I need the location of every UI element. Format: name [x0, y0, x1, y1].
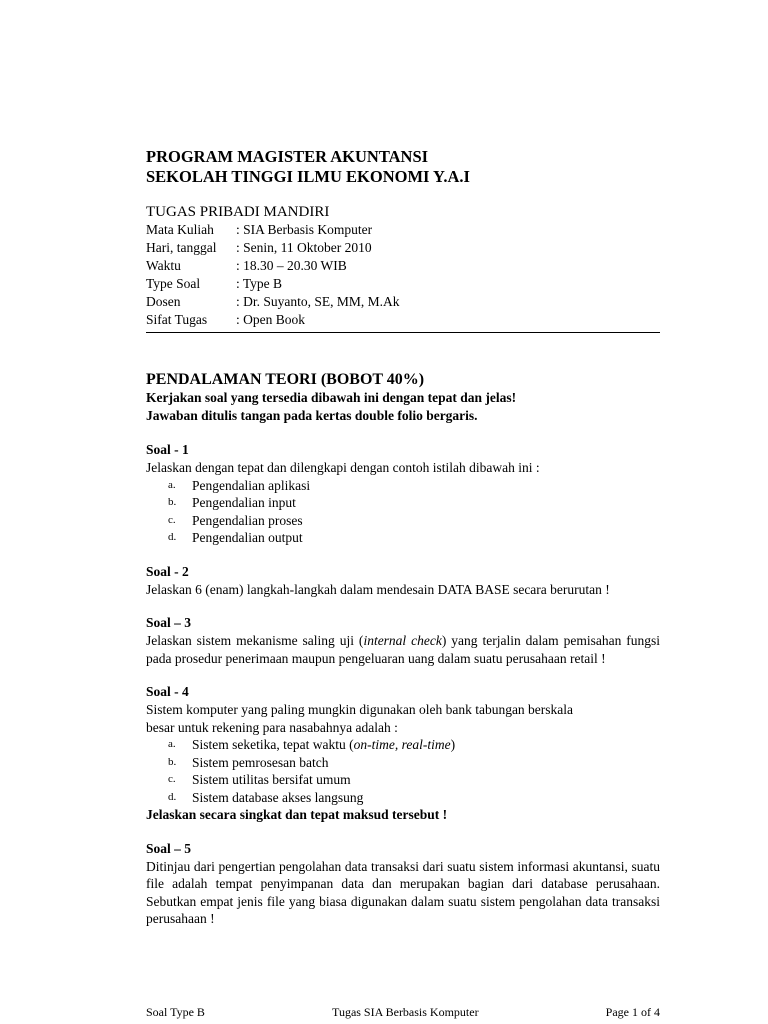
- soal-1-list: [146, 477, 660, 547]
- soal-2-title: Soal - 2: [146, 563, 189, 579]
- section-title: PENDALAMAN TEORI (BOBOT 40%): [146, 371, 425, 388]
- soal-4-list: [146, 736, 660, 806]
- list-item: [146, 789, 660, 807]
- document-header: [146, 147, 660, 333]
- title-line-2: SEKOLAH TINGGI ILMU EKONOMI Y.A.I: [146, 167, 470, 186]
- instruction-line-2: Jawaban ditulis tangan pada kertas double folio bergaris.: [146, 408, 478, 423]
- list-marker: d.: [168, 790, 177, 803]
- soal-3-text: [146, 632, 660, 667]
- list-marker: c.: [168, 773, 176, 785]
- list-item-text-italic: on-time, real-time: [353, 737, 451, 752]
- info-value: : SIA Berbasis Komputer: [236, 222, 373, 237]
- info-row-hari-tanggal: [146, 239, 660, 257]
- list-marker: b.: [168, 755, 177, 768]
- info-label: Waktu: [146, 258, 181, 273]
- info-row-dosen: [146, 293, 660, 311]
- soal-1-title: Soal - 1: [146, 442, 189, 457]
- list-item-text: Sistem database akses langsung: [192, 789, 364, 805]
- list-item-text: Sistem pemrosesan batch: [192, 754, 329, 770]
- soal-2-text: Jelaskan 6 (enam) langkah-langkah dalam mendesain DATA BASE secara berurutan !: [146, 581, 610, 597]
- info-value: : Open Book: [236, 312, 305, 327]
- list-item: [146, 754, 660, 772]
- soal-3-text-post: ) yang terjalin dalam pemisahan fungsi pada prosedur penerimaan maupun pengeluaran uang dalam suatu perusahaan retail !: [146, 633, 661, 666]
- info-label: Dosen: [146, 294, 181, 309]
- list-item-text-post: ): [450, 737, 456, 752]
- soal-3-text-pre: Jelaskan sistem mekanisme saling uji (: [146, 633, 364, 648]
- soal-4-text-line-2: besar untuk rekening para nasabahnya adalah :: [146, 719, 398, 735]
- list-item-text: [192, 736, 455, 754]
- list-item: [146, 512, 660, 530]
- info-label: Mata Kuliah: [146, 222, 214, 237]
- page-footer: [146, 1005, 660, 1020]
- list-marker: c.: [168, 513, 176, 526]
- info-row-mata-kuliah: [146, 221, 660, 239]
- info-row-type-soal: [146, 275, 660, 293]
- list-item: [146, 736, 660, 754]
- soal-4-text-line-1: Sistem komputer yang paling mungkin digunakan oleh bank tabungan berskala: [146, 702, 574, 717]
- header-divider: [146, 332, 660, 333]
- info-value: : 18.30 – 20.30 WIB: [236, 258, 347, 273]
- list-marker: b.: [168, 496, 177, 508]
- list-item-text: Pengendalian input: [192, 495, 296, 510]
- list-item-text: Pengendalian aplikasi: [192, 477, 311, 493]
- list-item: [146, 771, 660, 789]
- instruction-line-1: Kerjakan soal yang tersedia dibawah ini dengan tepat dan jelas!: [146, 390, 517, 405]
- list-item: [146, 494, 660, 512]
- info-row-waktu: [146, 257, 660, 275]
- footer-center: Tugas SIA Berbasis Komputer: [332, 1005, 479, 1019]
- soal-3-title: Soal – 3: [146, 615, 192, 630]
- soal-5-title: Soal – 5: [146, 840, 192, 856]
- footer-left: Soal Type B: [146, 1005, 205, 1019]
- info-value: : Type B: [236, 276, 283, 291]
- info-value: : Senin, 11 Oktober 2010: [236, 240, 372, 255]
- list-item-text: Pengendalian output: [192, 530, 303, 545]
- soal-4-title: Soal - 4: [146, 684, 189, 699]
- list-item-text: Sistem utilitas bersifat umum: [192, 772, 351, 787]
- list-item-text-pre: Sistem seketika, tepat waktu (: [192, 737, 354, 752]
- soal-4-closing: Jelaskan secara singkat dan tepat maksud tersebut !: [146, 807, 448, 822]
- info-row-sifat-tugas: [146, 311, 660, 329]
- info-label: Sifat Tugas: [146, 312, 208, 327]
- list-marker: a.: [168, 738, 176, 750]
- info-value: : Dr. Suyanto, SE, MM, M.Ak: [236, 294, 400, 309]
- document-body: [146, 370, 660, 928]
- title-line-1: PROGRAM MAGISTER AKUNTANSI: [146, 147, 429, 166]
- list-item: [146, 529, 660, 547]
- footer-page-number: Page 1 of 4: [605, 1005, 660, 1019]
- info-label: Hari, tanggal: [146, 240, 217, 255]
- soal-1-text: Jelaskan dengan tepat dan dilengkapi dengan contoh istilah dibawah ini :: [146, 460, 540, 475]
- soal-3-text-italic: internal check: [363, 633, 442, 648]
- assignment-subtitle: TUGAS PRIBADI MANDIRI: [146, 204, 330, 220]
- soal-5-text: Ditinjau dari pengertian pengolahan data transaksi dari suatu sistem informasi akuntansi, suatu file adalah tempat penyimpanan data dan merupakan bagian dari database perusahaan. Sebutkan empat jenis file yang biasa digunakan dalam suatu sistem pengolahan data transaksi perusahaan !: [146, 858, 660, 926]
- list-marker: d.: [168, 531, 177, 543]
- list-item-text: Pengendalian proses: [192, 512, 303, 528]
- list-marker: a.: [168, 478, 176, 491]
- info-label: Type Soal: [146, 276, 201, 291]
- list-item: [146, 477, 660, 495]
